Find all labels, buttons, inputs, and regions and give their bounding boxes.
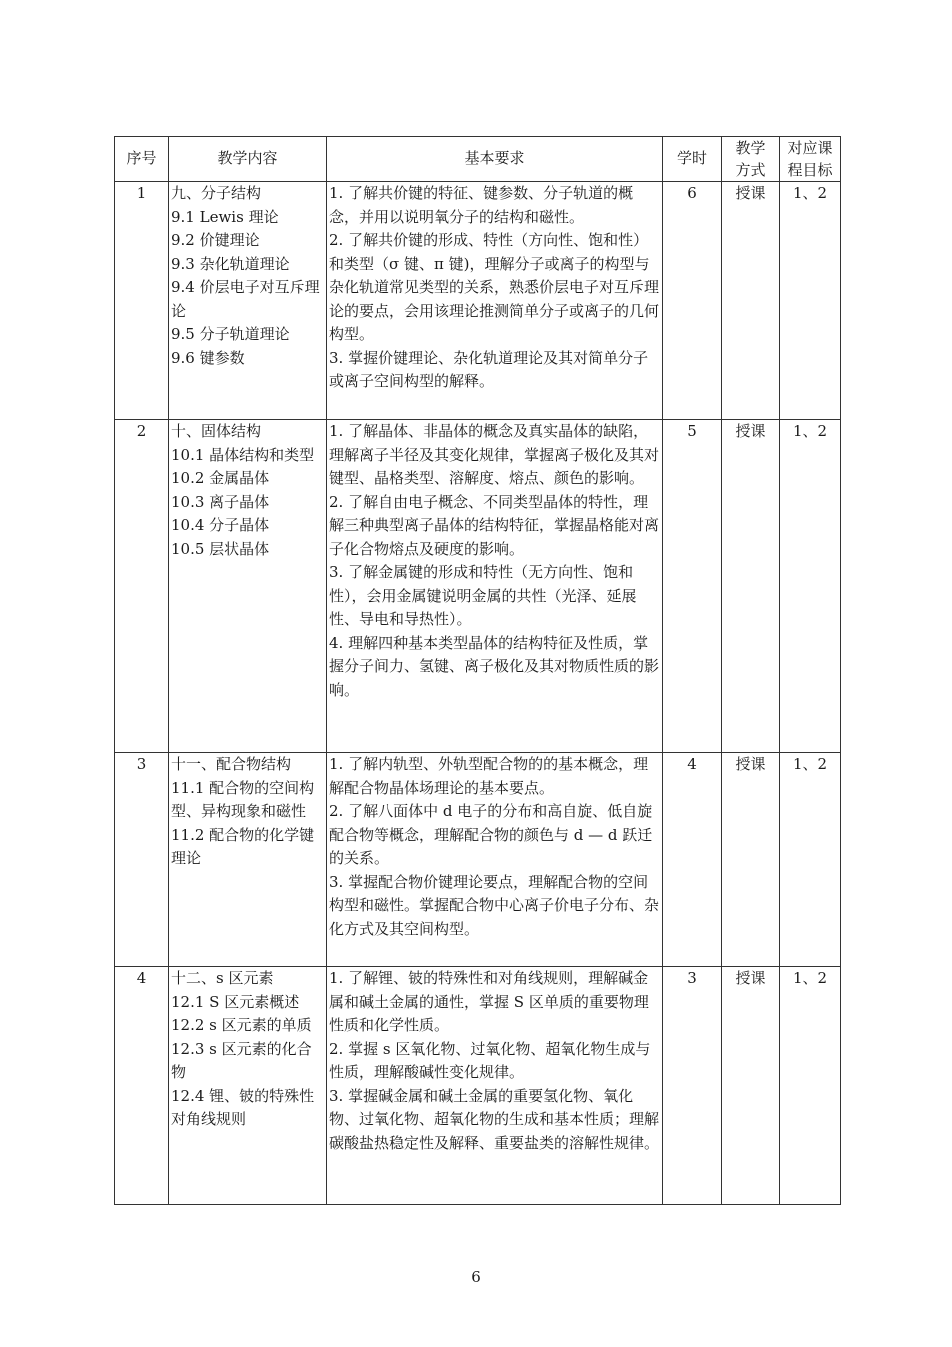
row-index: 1 <box>115 182 169 420</box>
table-row <box>115 182 841 420</box>
requirement-item: 3. 掌握碱金属和碱土金属的重要氢化物、氧化物、过氧化物、超氧化物的生成和基本性质；理解碳酸盐热稳定性及解释、重要盐类的溶解性规律。 <box>329 1086 660 1152</box>
requirement-item: 3. 掌握配合物价键理论要点，理解配合物的空间构型和磁性。掌握配合物中心离子价电子分布、杂化方式及其空间构型。 <box>329 872 660 938</box>
table-row <box>115 753 841 967</box>
row-method: 授课 <box>722 420 780 753</box>
requirement-item: 3. 掌握价键理论、杂化轨道理论及其对简单分子或离子空间构型的解释。 <box>329 348 649 390</box>
header-row <box>115 137 841 182</box>
row-goal: 1、2 <box>780 420 841 753</box>
requirement-item: 1. 了解晶体、非晶体的概念及真实晶体的缺陷，理解离子半径及其变化规律，掌握离子极化及其对键型、晶格类型、溶解度、熔点、颜色的影响。 <box>329 422 660 487</box>
header-method-line2: 方式 <box>735 161 766 179</box>
row-goal: 1、2 <box>780 967 841 1205</box>
row-content <box>169 182 327 420</box>
content-line: 12.3 s 区元素的化合物 <box>171 1039 312 1081</box>
row-content <box>169 967 327 1205</box>
syllabus-table <box>114 136 841 1205</box>
content-line: 9.1 Lewis 理论 <box>171 207 279 226</box>
row-hours: 6 <box>663 182 722 420</box>
header-hours: 学时 <box>663 137 722 182</box>
header-method-line1: 教学 <box>735 139 766 157</box>
content-line: 10.3 离子晶体 <box>171 492 270 511</box>
row-hours: 5 <box>663 420 722 753</box>
content-line: 9.2 价键理论 <box>171 231 260 249</box>
requirement-item: 2. 了解自由电子概念、不同类型晶体的特性，理解三种典型离子晶体的结构特征，掌握晶格能对离子化合物熔点及硬度的影响。 <box>329 492 660 558</box>
header-requirements: 基本要求 <box>327 137 663 182</box>
requirement-item: 1. 了解共价键的特征、键参数、分子轨道的概念，并用以说明氧分子的结构和磁性。 <box>329 184 634 226</box>
header-goal-line1: 对应课 <box>787 139 833 157</box>
content-line: 12.4 锂、铍的特殊性 对角线规则 <box>171 1086 315 1128</box>
content-line: 9.5 分子轨道理论 <box>171 325 290 343</box>
row-goal: 1、2 <box>780 182 841 420</box>
row-index: 4 <box>115 967 169 1205</box>
requirement-item: 2. 了解共价键的形成、特性（方向性、饱和性）和类型（σ 键、π 键)，理解分子或离子的构型与杂化轨道常见类型的关系，熟悉价层电子对互斥理论的要点，会用该理论推测简单分子或离子的几何构型。 <box>329 231 660 343</box>
content-line: 9.6 键参数 <box>171 348 245 367</box>
row-method: 授课 <box>722 182 780 420</box>
page-number: 6 <box>471 1268 481 1286</box>
row-content <box>169 753 327 967</box>
content-line: 9.4 价层电子对互斥理论 <box>171 278 320 320</box>
content-line: 10.4 分子晶体 <box>171 516 270 534</box>
content-line: 10.5 层状晶体 <box>171 539 270 558</box>
row-method: 授课 <box>722 753 780 967</box>
content-line: 9.3 杂化轨道理论 <box>171 254 290 273</box>
content-line: 12.2 s 区元素的单质 <box>171 1016 312 1034</box>
content-line: 11.1 配合物的空间构型、异构现象和磁性 <box>171 778 315 820</box>
content-line: 十二、s 区元素 <box>171 969 274 987</box>
content-line: 十、固体结构 <box>171 422 262 440</box>
requirement-item: 2. 了解八面体中 d 电子的分布和高自旋、低自旋配合物等概念，理解配合物的颜色与 d — d 跃迁的关系。 <box>329 802 653 867</box>
content-line: 10.1 晶体结构和类型 <box>171 445 315 464</box>
row-hours: 3 <box>663 967 722 1205</box>
row-requirements <box>327 753 663 967</box>
header-goal <box>780 137 841 182</box>
row-requirements <box>327 420 663 753</box>
requirement-item: 4. 理解四种基本类型晶体的结构特征及性质，掌握分子间力、氢键、离子极化及其对物质性质的影响。 <box>329 633 660 699</box>
row-requirements <box>327 182 663 420</box>
row-requirements <box>327 967 663 1205</box>
requirement-item: 3. 了解金属键的形成和特性（无方向性、饱和性），会用金属键说明金属的共性（光泽、延展性、导电和导热性）。 <box>329 563 637 628</box>
row-hours: 4 <box>663 753 722 967</box>
header-index: 序号 <box>115 137 169 182</box>
row-method: 授课 <box>722 967 780 1205</box>
row-goal: 1、2 <box>780 753 841 967</box>
requirement-item: 1. 了解锂、铍的特殊性和对角线规则，理解碱金属和碱土金属的通性，掌握 S 区单质的重要物理性质和化学性质。 <box>329 969 649 1034</box>
content-line: 10.2 金属晶体 <box>171 469 270 487</box>
row-index: 3 <box>115 753 169 967</box>
table-row <box>115 420 841 753</box>
requirement-item: 1. 了解内轨型、外轨型配合物的的基本概念，理解配合物晶体场理论的基本要点。 <box>329 755 649 797</box>
requirement-item: 2. 掌握 s 区氧化物、过氧化物、超氧化物生成与性质，理解酸碱性变化规律。 <box>329 1039 651 1081</box>
content-line: 九、分子结构 <box>171 184 262 202</box>
row-index: 2 <box>115 420 169 753</box>
row-content <box>169 420 327 753</box>
content-line: 11.2 配合物的化学键理论 <box>171 825 315 867</box>
header-goal-line2: 程目标 <box>787 161 833 179</box>
content-line: 十一、配合物结构 <box>171 755 292 773</box>
content-line: 12.1 S 区元素概述 <box>171 992 300 1011</box>
table-row <box>115 967 841 1205</box>
header-content: 教学内容 <box>169 137 327 182</box>
header-method <box>722 137 780 182</box>
